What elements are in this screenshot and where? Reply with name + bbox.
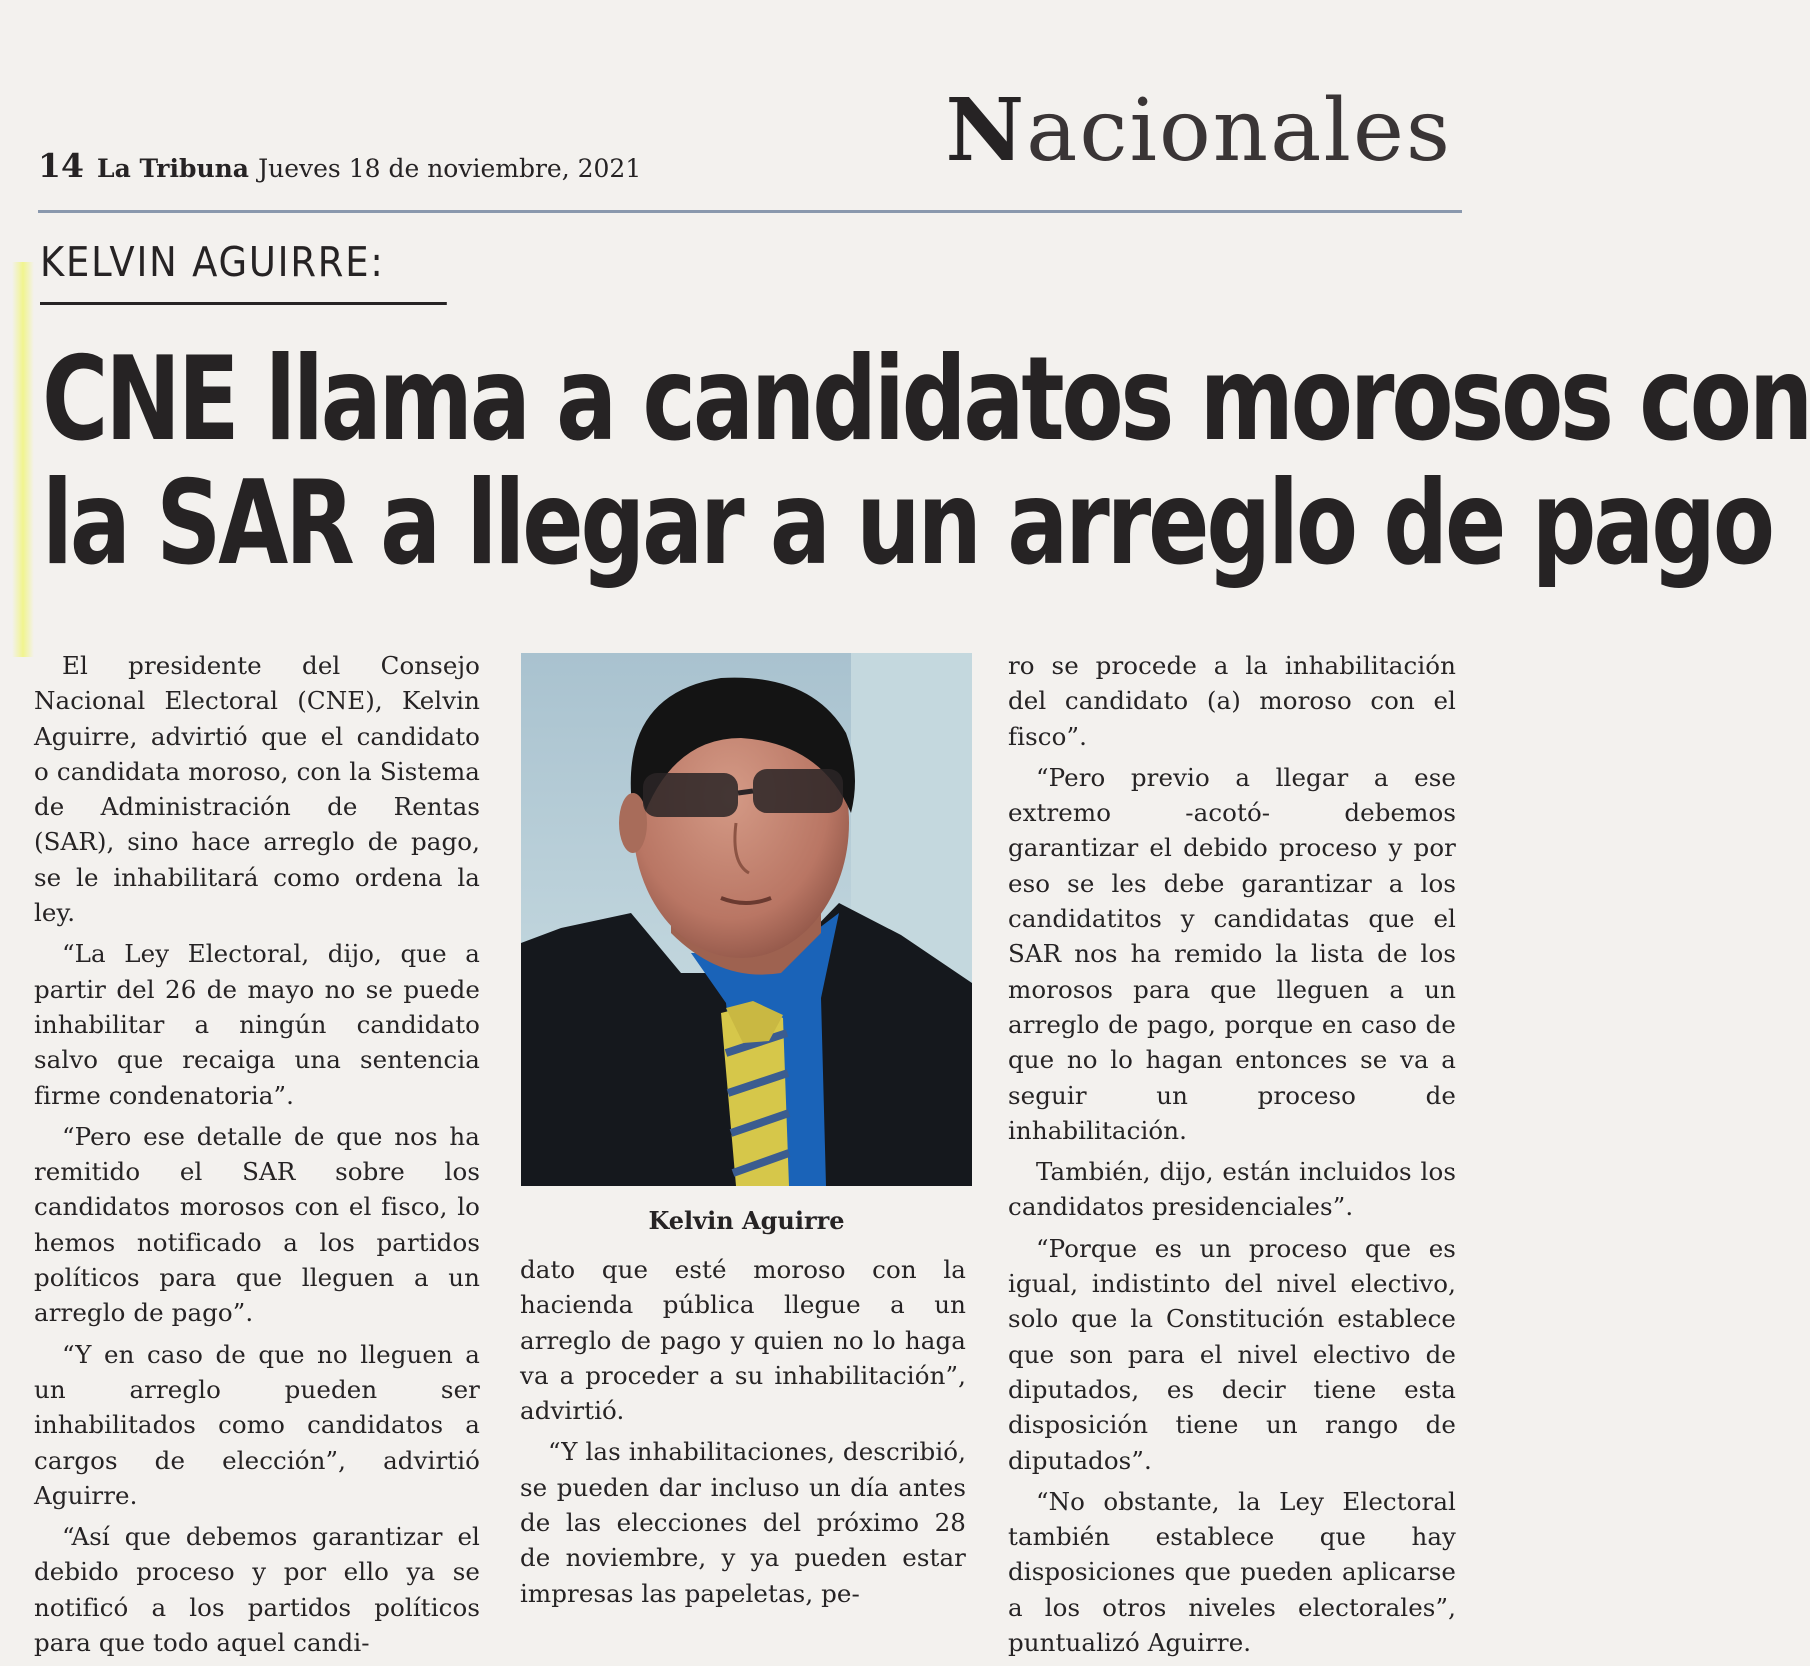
highlighter-mark	[12, 262, 34, 657]
paragraph: “Y en caso de que no lleguen a un arreglo pueden ser inhabilitados como candidatos a cargos de elección”, advirtió Aguirre.	[34, 1339, 480, 1510]
paragraph: “Pero ese detalle de que nos ha remitido el SAR sobre los candidatos morosos con el fisco, lo hemos notificado a los partidos políticos para que lleguen a un arreglo de pago”.	[34, 1121, 480, 1328]
paragraph: “Porque es un proceso que es igual, indistinto del nivel electivo, solo que la Constitución establece que son para el nivel electivo de diputados, es decir tiene esta disposición tiene un rango de diputados”.	[1008, 1233, 1456, 1475]
newspaper-name: La Tribuna	[97, 154, 249, 183]
section-title	[945, 80, 1452, 181]
portrait-photo	[521, 653, 972, 1186]
paragraph: “Pero previo a llegar a ese extremo -acotó- debemos garantizar el debido proceso y por eso se les debe garantizar a los candidatitos y candidatas que el SAR nos ha remido la lista de los morosos para que lleguen a un arreglo de pago, porque en caso de que no lo hagan entonces se va a seguir un proceso de inhabilitación.	[1008, 762, 1456, 1145]
article-column-3	[1008, 648, 1456, 1666]
paragraph: “Y las inhabilitaciones, describió, se pueden dar incluso un día antes de las elecciones del próximo 28 de noviembre, y ya pueden estar impresas las papeletas, pe-	[520, 1437, 966, 1608]
paragraph: “Así que debemos garantizar el debido proceso y por ello ya se notificó a los partidos políticos para que todo aquel candi-	[34, 1522, 480, 1658]
section-initial: N	[945, 80, 1027, 181]
paragraph: dato que esté moroso con la hacienda pública llegue a un arreglo de pago y quien no lo haga va a proceder a su inhabilitación”, advirtió.	[520, 1255, 966, 1426]
paragraph: El presidente del Consejo Nacional Electoral (CNE), Kelvin Aguirre, advirtió que el candidato o candidata moroso, con la Sistema de Administración de Rentas (SAR), sino hace arreglo de pago, se le inhabilitará como ordena la ley.	[34, 651, 480, 928]
paragraph: También, dijo, están incluidos los candidatos presidenciales”.	[1008, 1157, 1456, 1222]
article-kicker: KELVIN AGUIRRE:	[40, 238, 447, 305]
section-rest: acionales	[1026, 81, 1452, 181]
photo-caption: Kelvin Aguirre	[648, 1206, 845, 1235]
page-header	[38, 146, 641, 185]
article-column-1	[34, 648, 480, 1666]
paragraph: “La Ley Electoral, dijo, que a partir del 26 de mayo no se puede inhabilitar a ningún candidato salvo que recaiga una sentencia firme condenatoria”.	[34, 939, 480, 1110]
headline-line-2: la SAR a llegar a un arreglo de pago	[42, 456, 1772, 591]
page-number: 14	[38, 146, 84, 185]
headline-line-1: CNE llama a candidatos morosos con	[42, 332, 1810, 467]
article-headline	[42, 332, 1810, 591]
paragraph: “No obstante, la Ley Electoral también establece que hay disposiciones que pueden aplicarse a los otros niveles electorales”, puntualizó Aguirre.	[1008, 1486, 1456, 1658]
header-rule	[38, 210, 1462, 213]
publication-date: Jueves 18 de noviembre, 2021	[258, 154, 642, 183]
portrait-illustration	[521, 653, 972, 1186]
article-column-2	[520, 1252, 966, 1617]
paragraph: ro se procede a la inhabilitación del candidato (a) moroso con el fisco”.	[1008, 651, 1456, 751]
